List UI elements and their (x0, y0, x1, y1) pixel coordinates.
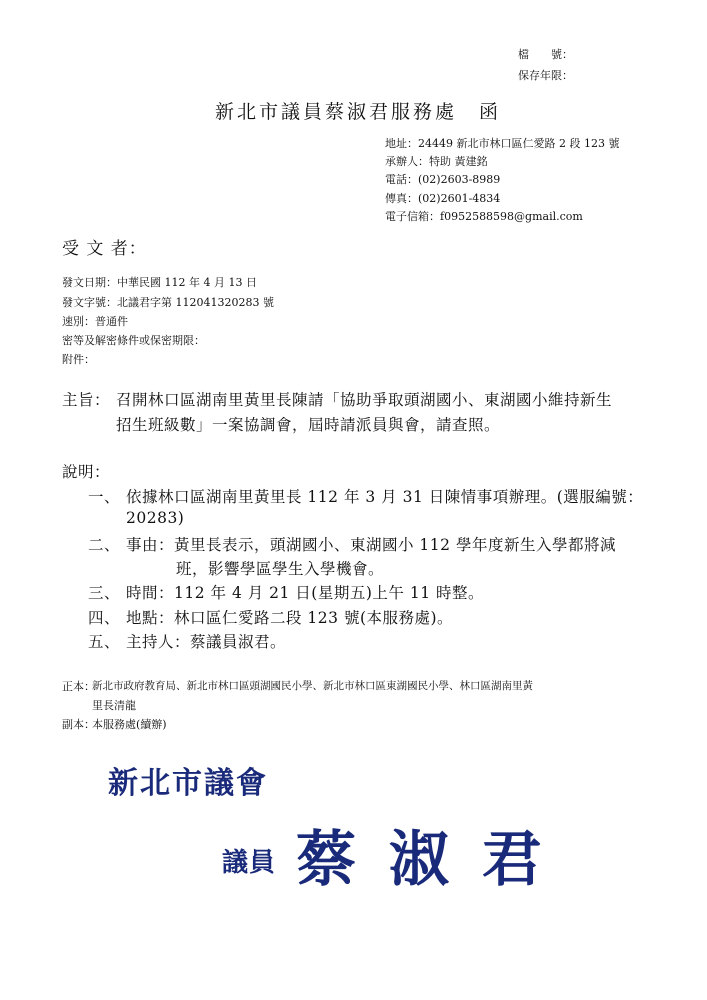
council-name-stamp: 新北市議會 (108, 766, 268, 801)
explanation-item-num: 一、 (88, 488, 121, 506)
explanation-item-num: 五、 (88, 633, 121, 651)
attachment-label: 附件： (62, 353, 95, 366)
explanation-item-line: 依據林口區湖南里黃里長 112 年 3 月 31 日陳情事項辦理。(選服編號： (126, 488, 644, 506)
subject-line-1: 召開林口區湖南里黃里長陳請「協助爭取頭湖國小、東湖國小維持新生 (116, 391, 613, 409)
issue-date: 發文日期：中華民國 112 年 4 月 13 日 (62, 276, 257, 289)
document-title: 新北市議員蔡淑君服務處 函 (215, 101, 502, 123)
recipient-label: 受 文 者： (62, 239, 147, 259)
contact-handler: 承辦人：特助 黃建銘 (385, 155, 488, 168)
original-recipients-line-1: 新北市政府教育局、新北市林口區頭湖國民小學、新北市林口區東湖國民小學、林口區湖南里黃 (92, 680, 533, 692)
contact-email: 電子信箱：f0952588598@gmail.com (385, 210, 583, 223)
original-recipients-line-2: 里長清龍 (92, 699, 136, 712)
councilor-name-stamp: 蔡 淑 君 (296, 825, 548, 895)
retention-period-label: 保存年限： (518, 69, 573, 82)
delivery-speed: 速別：普通件 (62, 315, 128, 328)
explanation-item-num: 二、 (88, 536, 121, 554)
explanation-item-num: 四、 (88, 609, 121, 627)
explanation-item-line: 班，影響學區學生入學機會。 (176, 560, 385, 578)
cc-label: 副本： (62, 718, 95, 731)
secrecy-level: 密等及解密條件或保密期限： (62, 334, 205, 347)
explanation-item-num: 三、 (88, 584, 121, 602)
explanation-item-line: 主持人：蔡議員淑君。 (126, 633, 287, 651)
explanation-item-line: 20283) (126, 509, 185, 527)
subject-line-2: 招生班級數」一案協調會，屆時請派員與會，請查照。 (116, 416, 501, 434)
explanation-item-line: 地點：林口區仁愛路二段 123 號(本服務處)。 (126, 609, 454, 627)
councilor-title-stamp: 議員 (222, 848, 277, 878)
archive-number-label: 檔 號： (518, 48, 573, 61)
explanation-label: 說明： (62, 463, 111, 481)
contact-phone: 電話：(02)2603-8989 (385, 173, 501, 186)
contact-fax: 傳真：(02)2601-4834 (385, 192, 501, 205)
contact-address: 地址：24449 新北市林口區仁愛路 2 段 123 號 (385, 137, 620, 150)
explanation-item-line: 事由：黃里長表示，頭湖國小、東湖國小 112 學年度新生入學都將減 (126, 536, 616, 554)
cc-recipients: 本服務處(續辦) (92, 718, 167, 731)
subject-label: 主旨： (62, 391, 111, 409)
document-number: 發文字號：北議君字第 112041320283 號 (62, 296, 274, 309)
explanation-item-line: 時間：112 年 4 月 21 日(星期五)上午 11 時整。 (126, 584, 484, 602)
original-recipients-label: 正本： (62, 680, 95, 693)
